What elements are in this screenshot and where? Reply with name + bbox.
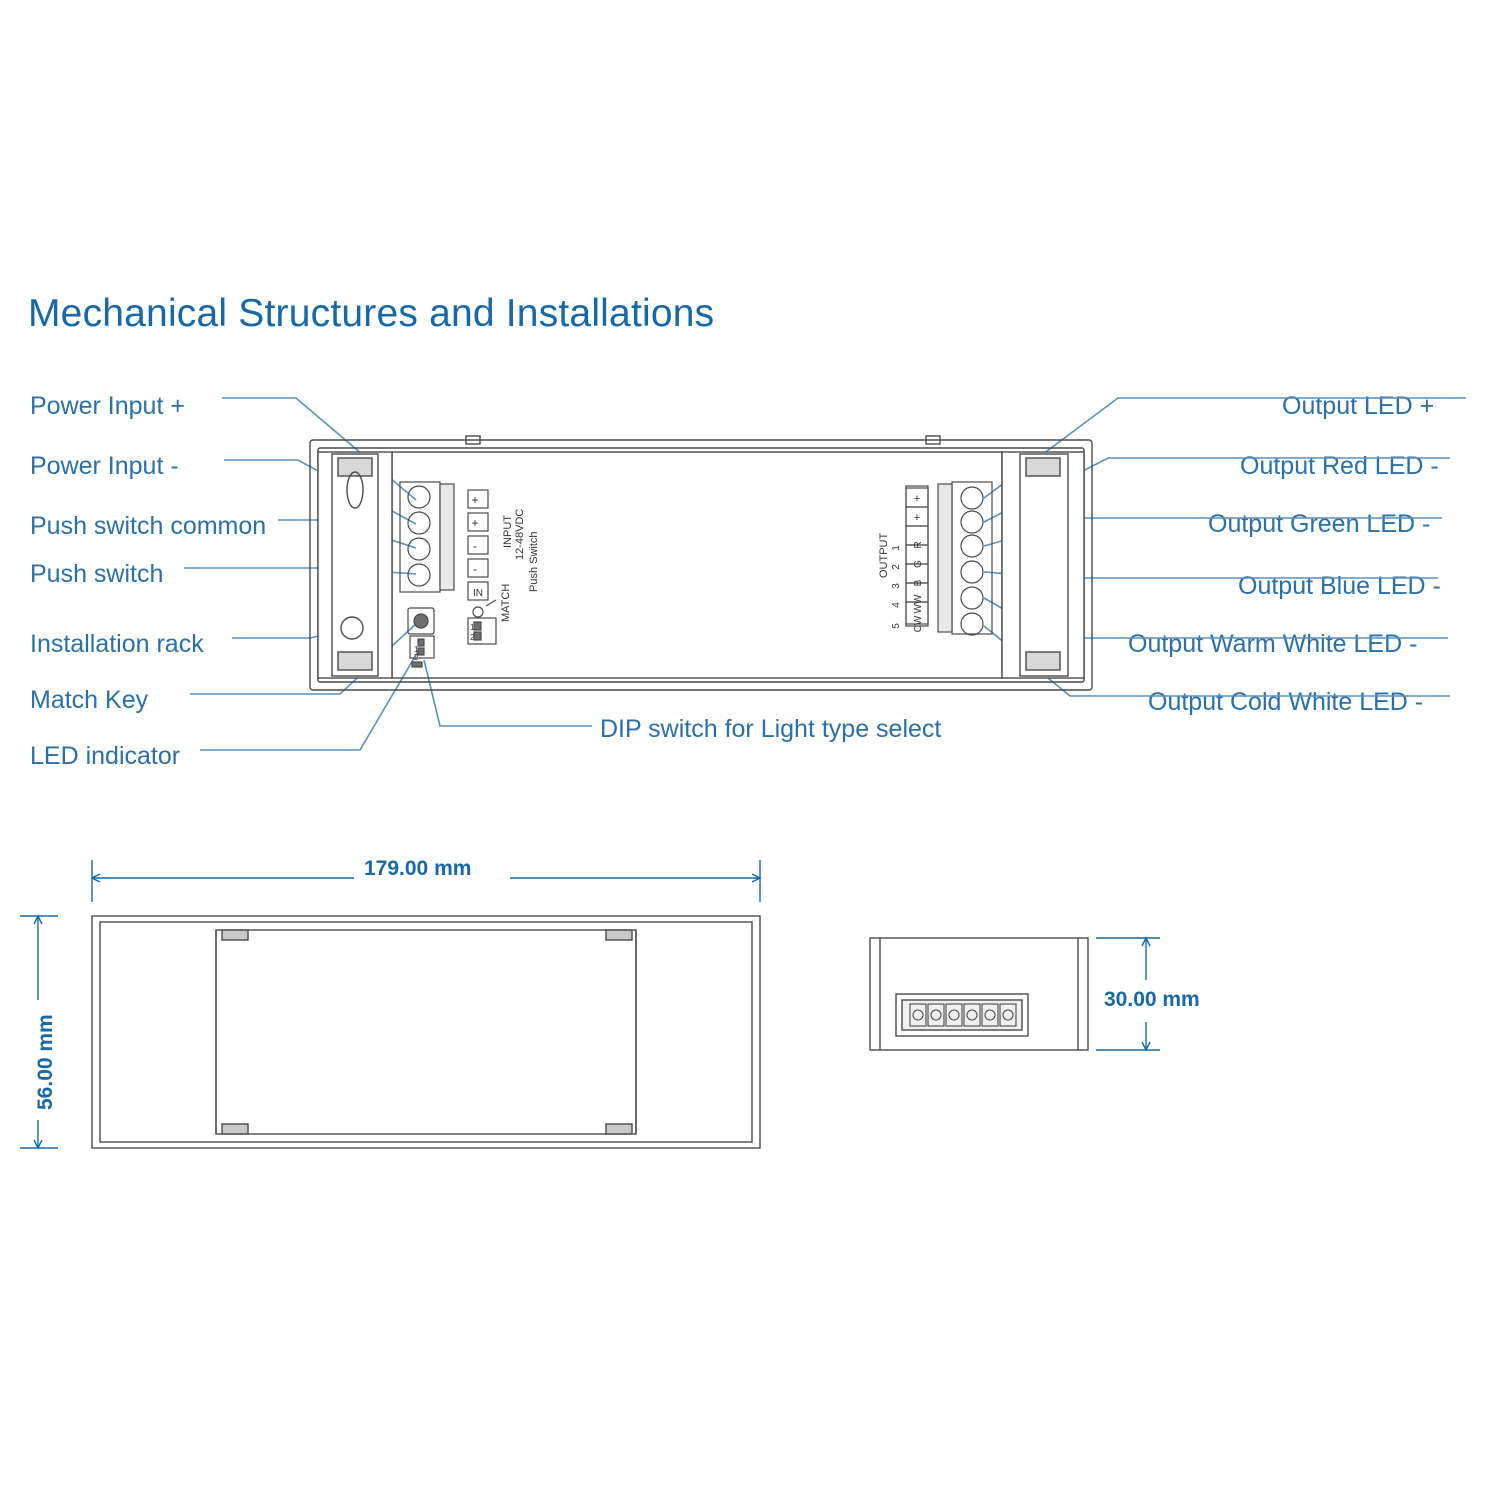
label-output-led-plus: Output LED + — [1282, 392, 1435, 420]
svg-text:R: R — [913, 541, 924, 549]
marking-match: MATCH — [500, 583, 512, 622]
svg-text:+: + — [913, 512, 921, 524]
label-match-key: Match Key — [30, 686, 149, 714]
svg-text:1: 1 — [891, 545, 902, 551]
label-output-red-led: Output Red LED - — [1240, 452, 1439, 480]
svg-text:5: 5 — [891, 623, 902, 629]
label-output-warm-white-led: Output Warm White LED - — [1128, 630, 1418, 658]
leader-lines-left — [184, 398, 420, 750]
output-terminal-block — [906, 482, 992, 635]
label-output-blue-led: Output Blue LED - — [1238, 572, 1441, 600]
svg-text:CW: CW — [913, 615, 924, 633]
svg-text:3: 3 — [891, 583, 902, 589]
marking-push-switch: Push Switch — [528, 531, 540, 592]
label-power-input-plus: Power Input + — [30, 392, 185, 420]
svg-text:2: 2 — [891, 564, 902, 570]
match-key-button — [408, 608, 434, 634]
label-led-indicator: LED indicator — [30, 742, 181, 770]
label-power-input-minus: Power Input - — [30, 452, 179, 480]
label-output-green-led: Output Green LED - — [1208, 510, 1431, 538]
svg-text:2: 2 — [470, 633, 475, 642]
svg-text:+: + — [913, 493, 921, 505]
device-depth-view — [870, 938, 1088, 1050]
page-title: Mechanical Structures and Installations — [28, 292, 715, 335]
svg-text:IN: IN — [473, 588, 483, 599]
dip-switch-left — [410, 636, 434, 667]
svg-text:B: B — [913, 579, 924, 587]
dim-height: 56.00 mm — [34, 1014, 57, 1110]
label-installation-rack: Installation rack — [30, 630, 204, 658]
marking-input-line2: 12-48VDC — [514, 508, 526, 560]
label-dip-switch: DIP switch for Light type select — [600, 715, 942, 743]
svg-text:+: + — [471, 493, 479, 507]
dip-switch-right — [468, 618, 496, 644]
svg-text:-: - — [473, 539, 477, 553]
device-length-view — [92, 916, 760, 1148]
svg-text:+: + — [471, 516, 479, 530]
svg-text:G: G — [913, 560, 924, 568]
svg-text:-: - — [473, 562, 477, 576]
svg-text:4: 4 — [891, 602, 902, 608]
label-push-switch: Push switch — [30, 560, 164, 588]
dim-depth: 30.00 mm — [1104, 988, 1200, 1011]
label-push-switch-common: Push switch common — [30, 512, 267, 540]
marking-input-line1: INPUT — [502, 515, 514, 548]
input-terminal-block — [400, 482, 496, 617]
svg-text:2: 2 — [414, 653, 419, 662]
svg-text:1: 1 — [414, 645, 419, 654]
svg-text:1: 1 — [470, 623, 475, 632]
dim-length: 179.00 mm — [364, 857, 472, 880]
leader-line-dip — [424, 660, 592, 726]
label-output-cold-white-led: Output Cold White LED - — [1148, 688, 1424, 716]
marking-output: OUTPUT — [878, 532, 890, 578]
svg-text:WW: WW — [913, 594, 924, 614]
device-top-view — [310, 436, 1092, 690]
